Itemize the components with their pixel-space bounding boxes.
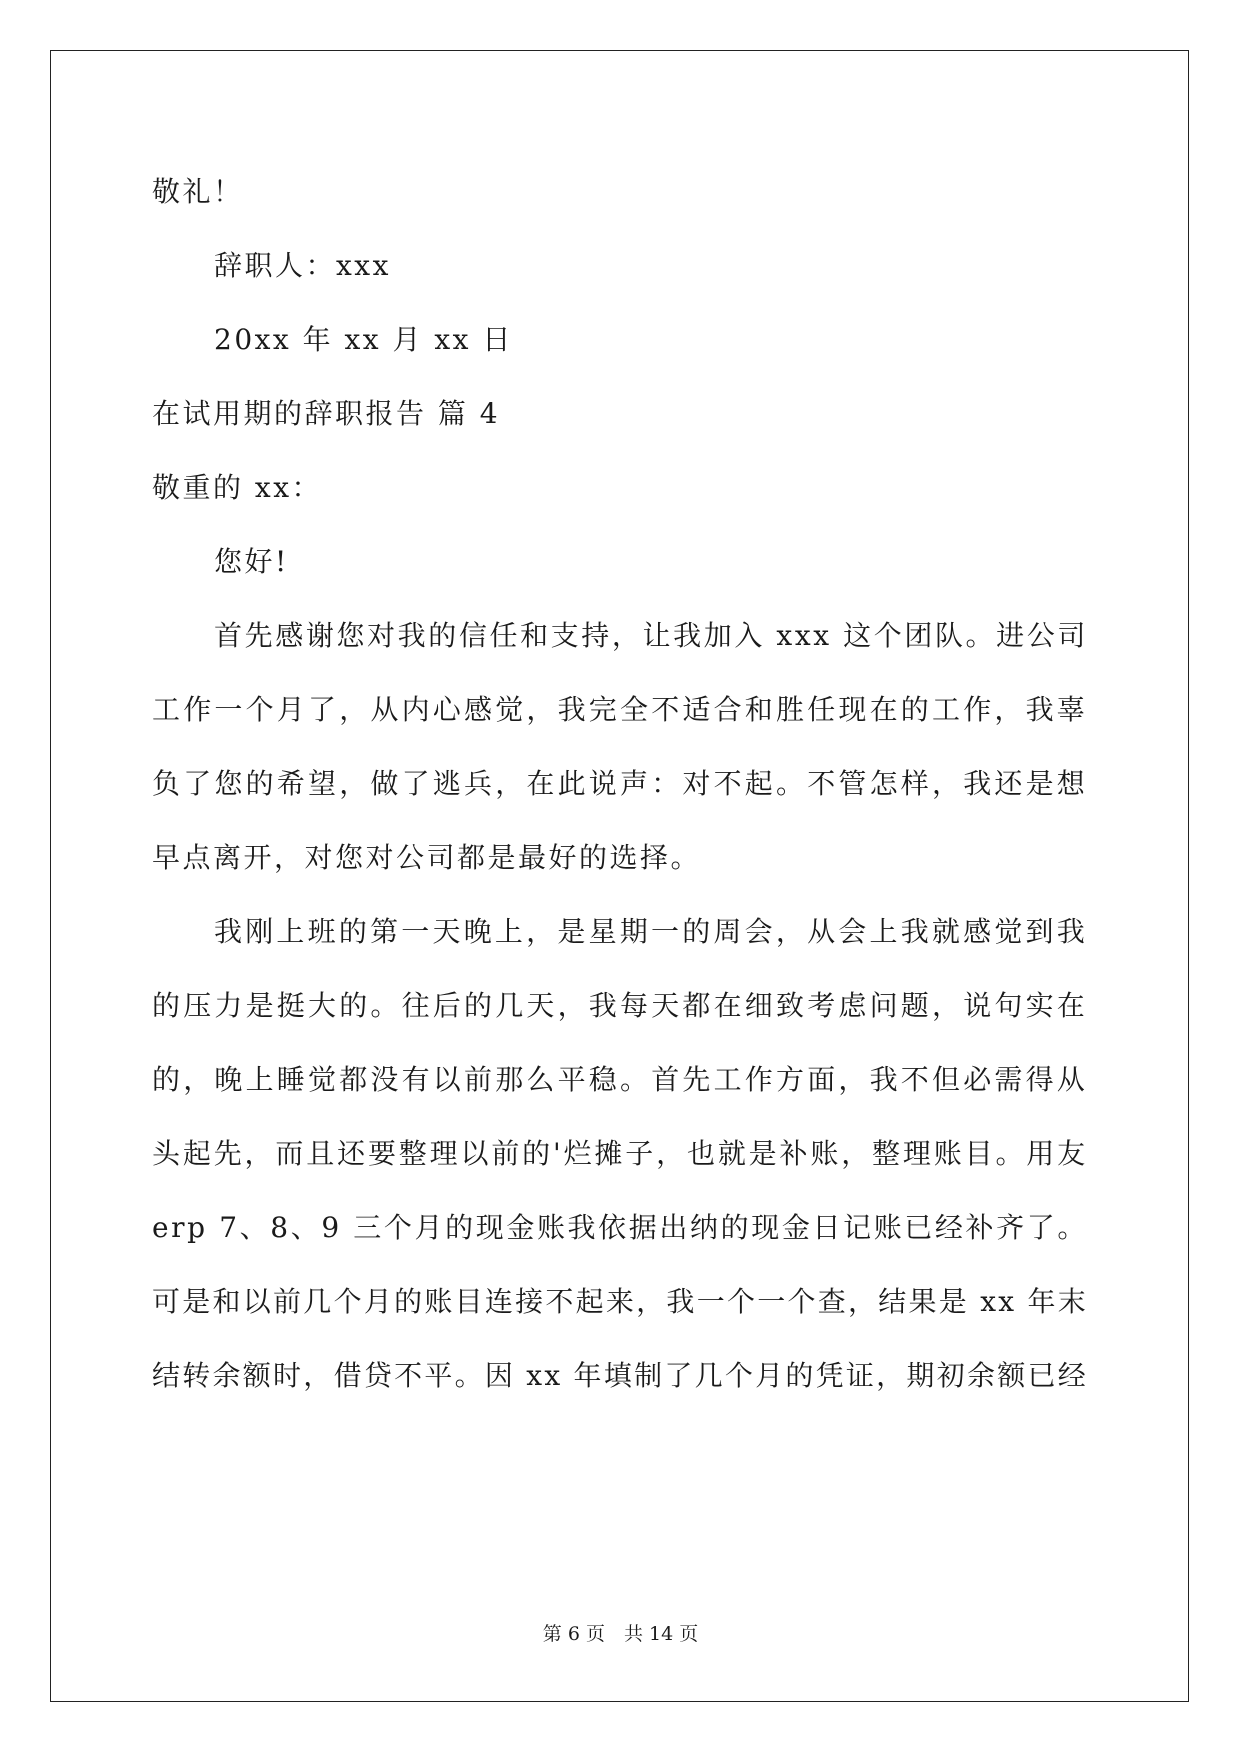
paragraph-line: 的压力是挺大的。往后的几天，我每天都在细致考虑问题，说句实在 [152,989,1088,1022]
paragraph-line: erp 7、8、9 三个月的现金账我依据出纳的现金日记账已经补齐了。 [152,1211,1088,1244]
paragraph-line: 早点离开，对您对公司都是最好的选择。 [152,841,702,874]
paragraph-line: 头起先，而且还要整理以前的'烂摊子，也就是补账，整理账目。用友 [152,1137,1088,1170]
closing-salutation: 敬礼！ [152,175,244,208]
page-number-footer: 第 6 页 共 14 页 [542,1623,699,1645]
paragraph-line: 的，晚上睡觉都没有以前那么平稳。首先工作方面，我不但必需得从 [152,1063,1088,1096]
paragraph-line: 可是和以前几个月的账目连接不起来，我一个一个查，结果是 xx 年末 [152,1285,1088,1318]
paragraph-line: 负了您的希望，做了逃兵，在此说声：对不起。不管怎样，我还是想 [152,767,1088,800]
section-heading: 在试用期的辞职报告 篇 4 [152,397,501,430]
paragraph-line: 结转余额时，借贷不平。因 xx 年填制了几个月的凭证，期初余额已经 [152,1359,1088,1392]
date-line: 20xx 年 xx 月 xx 日 [214,323,513,356]
paragraph-line: 我刚上班的第一天晚上，是星期一的周会，从会上我就感觉到我 [214,915,1088,948]
greeting-line: 敬重的 xx： [152,471,322,504]
signature-line: 辞职人：xxx [214,249,391,282]
hello-line: 您好! [214,545,289,578]
paragraph-line: 工作一个月了，从内心感觉，我完全不适合和胜任现在的工作，我辜 [152,693,1088,726]
paragraph-line: 首先感谢您对我的信任和支持，让我加入 xxx 这个团队。进公司 [214,619,1088,652]
